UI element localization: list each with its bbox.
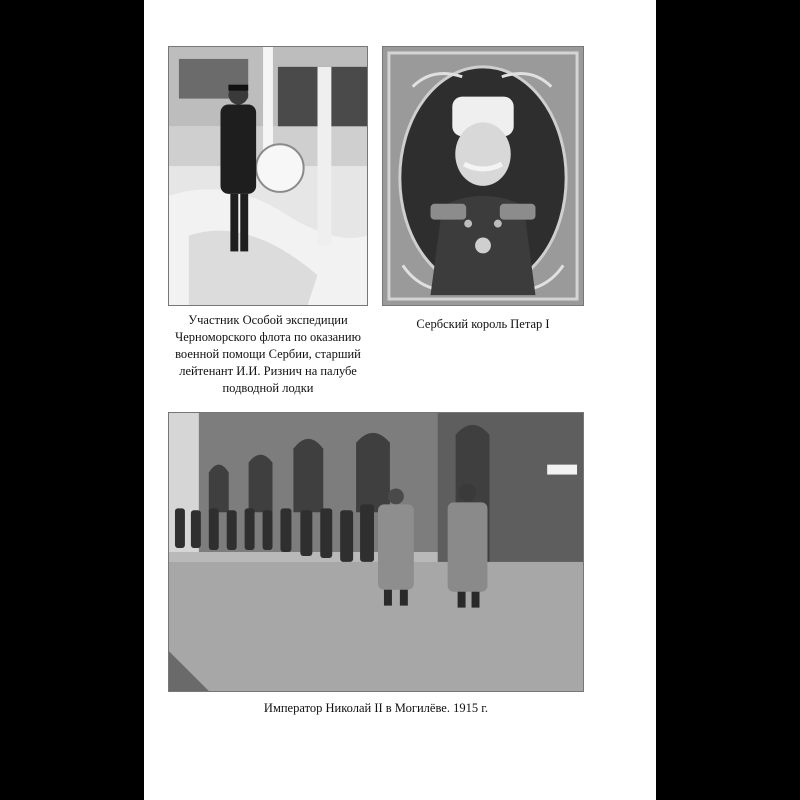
caption-line: военной помощи Сербии, старший — [175, 347, 361, 361]
caption-line: подводной лодки — [222, 381, 314, 395]
caption-line: Участник Особой экспедиции — [188, 313, 348, 327]
book-page — [144, 0, 656, 800]
king-portrait-caption: Сербский король Петар I — [416, 317, 550, 331]
emperor-mogilev-photo — [168, 412, 584, 692]
emperor-mogilev-caption: Император Николай II в Могилёве. 1915 г. — [263, 701, 489, 715]
caption-line: лейтенант И.И. Ризнич на палубе — [179, 364, 357, 378]
submarine-officer-photo — [168, 46, 368, 306]
submarine-officer-caption — [164, 312, 372, 397]
caption-line: Черноморского флота по оказанию — [175, 330, 361, 344]
king-portrait-photo — [382, 46, 584, 306]
